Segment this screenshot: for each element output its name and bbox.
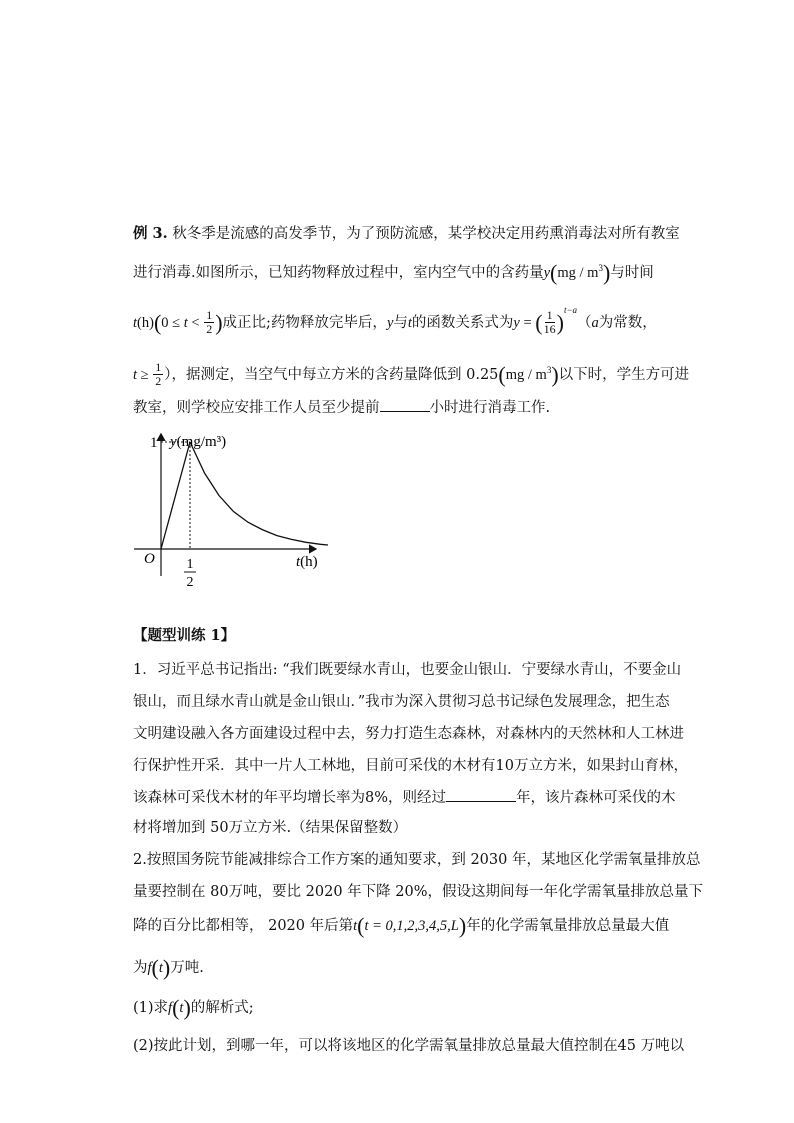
svg-text:1: 1 [186,557,194,572]
dosage-graph [128,430,328,590]
example3-line1: 例 3. 秋冬季是流感的高发季节，为了预防流感，某学校决定用药熏消毒法对所有教室 [133,225,680,242]
question2: (2)按此计划，到哪一年，可以将该地区的化学需氧量排放总量最大值控制在45 万吨以 [133,1038,685,1054]
example3-line3: t(h)(0 ≤ t < $\frac{1}{2}$ )成正比;药物释放完毕后，y与t的函数关系式为y = ( $\frac{1}{16}$ )$^{t-a}$（a为常数， [133,305,657,337]
problem2-line3: 降的百分比都相等， 2020 年后第t(t = 0,1,2,3,4,5,L)年的化学需氧量排放总量最大值 [133,913,670,938]
training-heading: 【题型训练 1】 [133,627,236,644]
fraction-one-sixteenth: $\frac{1}{16}$ [543,308,556,337]
example-label: 例 3. [133,225,168,242]
fraction-half: $\frac{1}{2}$ [206,308,213,337]
y-axis-label: y(mg/m³) [170,434,227,450]
origin-label: O [144,551,155,567]
x-axis-label: t(h) [296,554,318,570]
example3-line5: 教室，则学校应安排工作人员至少提前 小时进行消毒工作. [133,400,551,416]
series-rise-line [161,442,190,549]
answer-blank[interactable] [380,411,430,412]
question1: (1)求f(t)的解析式; [133,995,254,1020]
problem1-line3: 文明建设融入各方面建设过程中去，努力打造生态森林，对森林内的天然林和人工林进 [133,726,684,742]
problem1-line5: 该森林可采伐木材的年平均增长率为8%，则经过 年，该片森林可采伐的木 [133,790,676,806]
problem1-line6: 材将增加到 50万立方米.（结果保留整数） [133,820,408,836]
problem2-line2: 量要控制在 80万吨，要比 2020 年下降 20%，假设这期间每一年化学需氧量排放总量下 [133,884,704,900]
example3-line2: 进行消毒.如图所示，已知药物释放过程中，室内空气中的含药量$y(mg / m^3)$与时间 [133,259,654,285]
problem1-line4: 行保护性开采．其中一片人工林地，目前可采伐的木材有10万立方米，如果封山育林， [133,758,688,774]
problem2-line4: 为f(t)万吨. [133,955,204,980]
answer-blank-years[interactable] [446,801,516,802]
problem1-line2: 银山，而且绿水青山就是金山银山．”我市为深入贯彻习总书记绿色发展理念，把生态 [133,694,670,710]
svg-text:2: 2 [186,575,194,590]
example3-line4: t ≥ $\frac{1}{2}$ ），据测定，当空气中每立方米的含药量降低到 $0.25(mg / m^3)$以下时，学生方可进 [133,360,690,389]
y-tick-label: 1 [150,435,158,451]
x-tick-label [184,557,196,590]
problem2-line1: 2.按照国务院节能减排综合工作方案的通知要求，到 2030 年，某地区化学需氧量排放总 [133,852,701,868]
problem1-line1: 1．习近平总书记指出: “我们既要绿水青山，也要金山银山．宁要绿水青山，不要金山 [133,662,682,678]
series-decay-line [190,442,328,548]
